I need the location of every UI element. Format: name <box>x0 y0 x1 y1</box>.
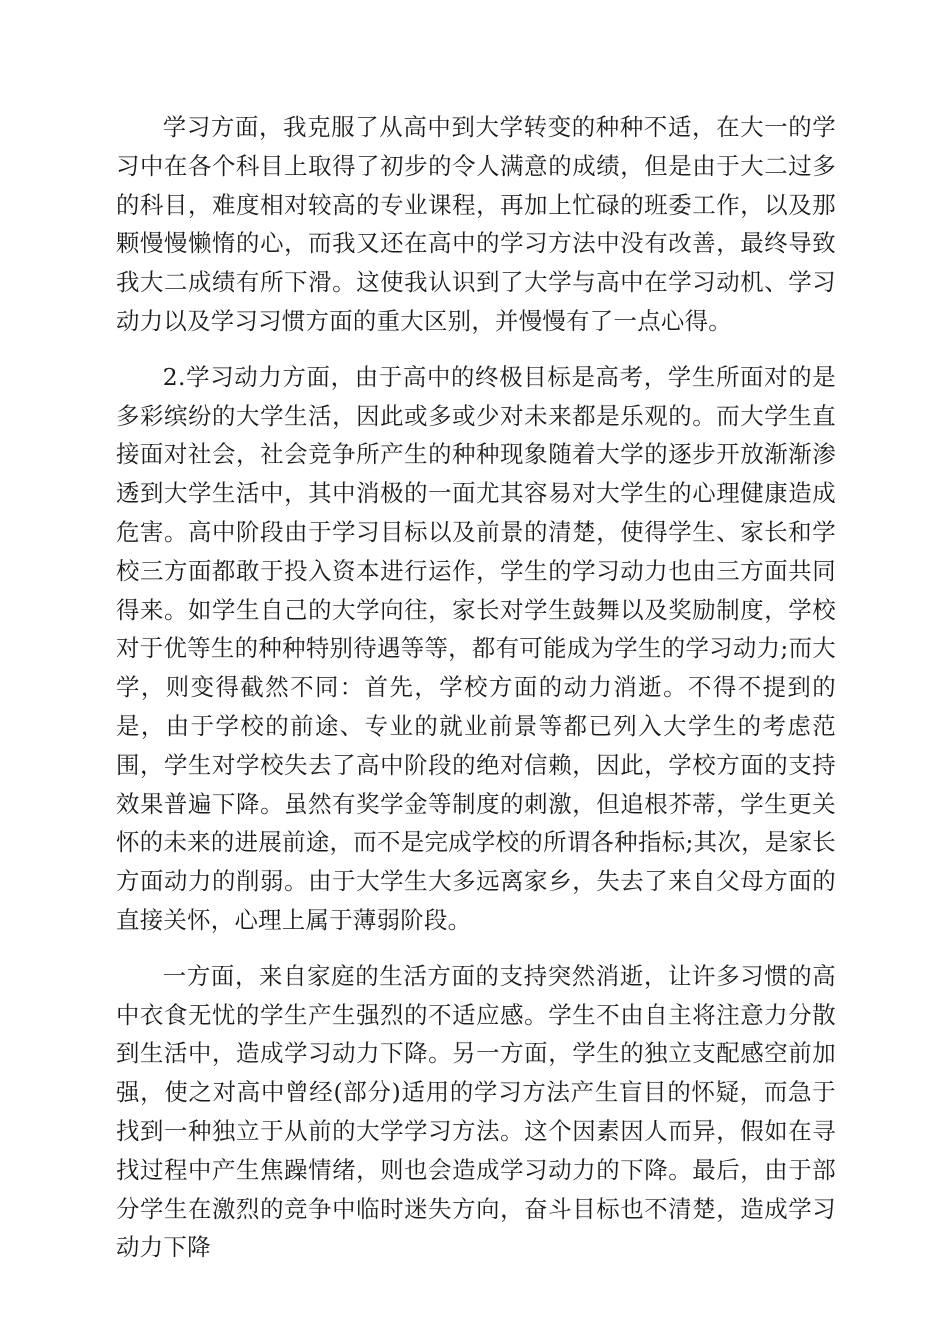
paragraph-family-support: 一方面，来自家庭的生活方面的支持突然消逝，让许多习惯的高中衣食无忧的学生产生强烈的不适应感。学生不由自主将注意力分散到生活中，造成学习动力下降。另一方面，学生的独立支配感空前加强，使之对高中曾经(部分)适用的学习方法产生盲目的怀疑，而急于找到一种独立于从前的大学学习方法。这个因素因人而异，假如在寻找过程中产生焦躁情绪，则也会造成学习动力的下降。最后，由于部分学生在激烈的竞争中临时迷失方向，奋斗目标也不清楚，造成学习动力下降 <box>116 961 836 1262</box>
document-body <box>116 108 836 1267</box>
paragraph-study-motivation: 2.学习动力方面，由于高中的终极目标是高考，学生所面对的是多彩缤纷的大学生活，因此或多或少对未来都是乐观的。而大学生直接面对社会，社会竞争所产生的种种现象随着大学的逐步开放渐渐渗透到大学生活中，其中消极的一面尤其容易对大学生的心理健康造成危害。高中阶段由于学习目标以及前景的清楚，使得学生、家长和学校三方面都敢于投入资本进行运作，学生的学习动力也由三方面共同得来。如学生自己的大学向往，家长对学生鼓舞以及奖励制度，学校对于优等生的种种特别待遇等等，都有可能成为学生的学习动力;而大学，则变得截然不同：首先，学校方面的动力消逝。不得不提到的是，由于学校的前途、专业的就业前景等都已列入大学生的考虑范围，学生对学校失去了高中阶段的绝对信赖，因此，学校方面的支持效果普遍下降。虽然有奖学金等制度的刺激，但追根芥蒂，学生更关怀的未来的进展前途，而不是完成学校的所谓各种指标;其次，是家长方面动力的削弱。由于大学生大多远离家乡，失去了来自父母方面的直接关怀，心理上属于薄弱阶段。 <box>116 362 836 934</box>
paragraph-study-aspect: 学习方面，我克服了从高中到大学转变的种种不适，在大一的学习中在各个科目上取得了初步的令人满意的成绩，但是由于大二过多的科目，难度相对较高的专业课程，再加上忙碌的班委工作，以及那颗慢慢懒惰的心，而我又还在高中的学习方法中没有改善，最终导致我大二成绩有所下滑。这使我认识到了大学与高中在学习动机、学习动力以及学习习惯方面的重大区别，并慢慢有了一点心得。 <box>116 113 836 335</box>
